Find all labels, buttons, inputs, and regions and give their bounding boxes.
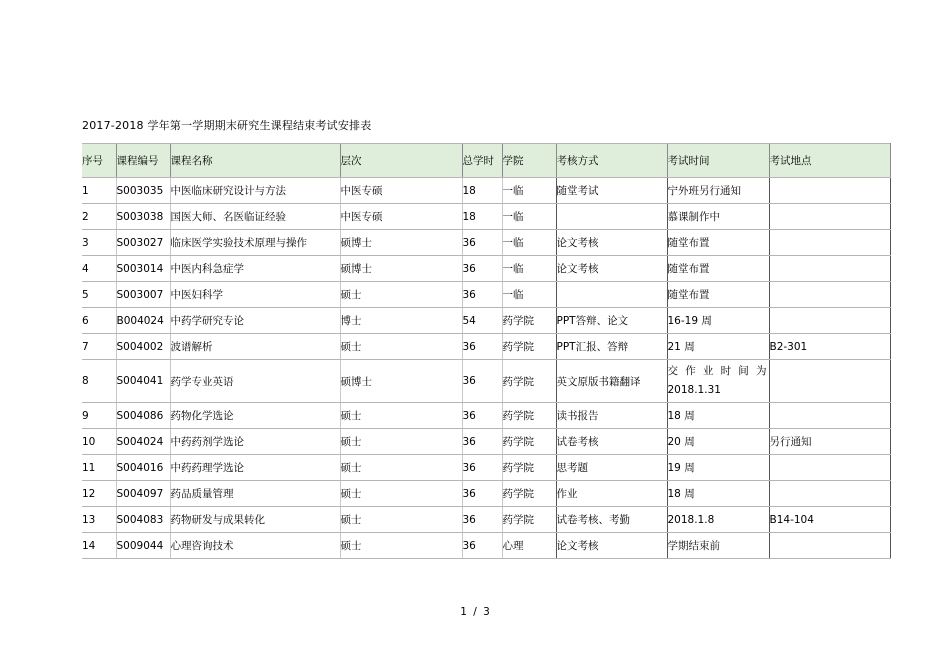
cell-level: 硕士 xyxy=(340,533,462,559)
cell-school: 药学院 xyxy=(502,429,556,455)
cell-hours: 36 xyxy=(462,455,502,481)
cell-code: S004041 xyxy=(116,360,170,403)
cell-time: 2018.1.8 xyxy=(667,507,769,533)
cell-location xyxy=(769,481,890,507)
cell-hours: 36 xyxy=(462,481,502,507)
cell-name: 国医大师、名医临证经验 xyxy=(170,204,340,230)
cell-name: 中医内科急症学 xyxy=(170,256,340,282)
page-indicator xyxy=(0,606,950,618)
col-header-level: 层次 xyxy=(340,144,462,178)
page-total: 3 xyxy=(483,606,490,618)
cell-method: 读书报告 xyxy=(556,403,667,429)
cell-method: 作业 xyxy=(556,481,667,507)
cell-location xyxy=(769,455,890,481)
cell-level: 硕士 xyxy=(340,481,462,507)
cell-name: 中医临床研究设计与方法 xyxy=(170,178,340,204)
cell-school: 一临 xyxy=(502,230,556,256)
cell-school: 药学院 xyxy=(502,455,556,481)
cell-location: 另行通知 xyxy=(769,429,890,455)
cell-method: 论文考核 xyxy=(556,256,667,282)
cell-no: 8 xyxy=(82,360,116,403)
table-row xyxy=(82,403,890,429)
cell-name: 药物研发与成果转化 xyxy=(170,507,340,533)
cell-time: 随堂布置 xyxy=(667,230,769,256)
cell-name: 中药学研究专论 xyxy=(170,308,340,334)
cell-location xyxy=(769,204,890,230)
cell-name: 波谱解析 xyxy=(170,334,340,360)
cell-location: B2-301 xyxy=(769,334,890,360)
cell-level: 硕士 xyxy=(340,282,462,308)
cell-hours: 54 xyxy=(462,308,502,334)
table-row xyxy=(82,230,890,256)
cell-school: 药学院 xyxy=(502,507,556,533)
cell-code: S004024 xyxy=(116,429,170,455)
cell-no: 7 xyxy=(82,334,116,360)
cell-code: S003038 xyxy=(116,204,170,230)
cell-school: 药学院 xyxy=(502,334,556,360)
cell-time: 18 周 xyxy=(667,403,769,429)
cell-name: 心理咨询技术 xyxy=(170,533,340,559)
cell-no: 9 xyxy=(82,403,116,429)
cell-school: 药学院 xyxy=(502,403,556,429)
cell-code: S003007 xyxy=(116,282,170,308)
cell-time: 19 周 xyxy=(667,455,769,481)
cell-code: S003014 xyxy=(116,256,170,282)
cell-code: S003027 xyxy=(116,230,170,256)
cell-hours: 36 xyxy=(462,256,502,282)
table-row xyxy=(82,481,890,507)
cell-no: 4 xyxy=(82,256,116,282)
col-header-name: 课程名称 xyxy=(170,144,340,178)
cell-location xyxy=(769,178,890,204)
cell-hours: 36 xyxy=(462,282,502,308)
cell-level: 硕博士 xyxy=(340,230,462,256)
cell-hours: 36 xyxy=(462,230,502,256)
cell-school: 一临 xyxy=(502,256,556,282)
cell-no: 5 xyxy=(82,282,116,308)
cell-level: 硕士 xyxy=(340,507,462,533)
cell-location xyxy=(769,360,890,403)
cell-code: B004024 xyxy=(116,308,170,334)
cell-location xyxy=(769,230,890,256)
cell-name: 药物化学选论 xyxy=(170,403,340,429)
page-number: 1 xyxy=(460,606,467,618)
cell-time xyxy=(667,360,769,403)
cell-level: 硕士 xyxy=(340,334,462,360)
cell-level: 硕士 xyxy=(340,455,462,481)
cell-level: 硕士 xyxy=(340,429,462,455)
table-row xyxy=(82,455,890,481)
cell-no: 2 xyxy=(82,204,116,230)
cell-location xyxy=(769,308,890,334)
col-header-code: 课程编号 xyxy=(116,144,170,178)
table-row xyxy=(82,308,890,334)
col-header-school: 学院 xyxy=(502,144,556,178)
cell-time: 16-19 周 xyxy=(667,308,769,334)
cell-no: 6 xyxy=(82,308,116,334)
cell-code: S004083 xyxy=(116,507,170,533)
cell-time: 随堂布置 xyxy=(667,256,769,282)
cell-hours: 36 xyxy=(462,429,502,455)
col-header-time: 考试时间 xyxy=(667,144,769,178)
table-row xyxy=(82,360,890,403)
cell-location xyxy=(769,256,890,282)
table-row xyxy=(82,429,890,455)
cell-level: 硕士 xyxy=(340,403,462,429)
cell-name: 药品质量管理 xyxy=(170,481,340,507)
cell-method: 论文考核 xyxy=(556,533,667,559)
document-title: 2017-2018 学年第一学期期末研究生课程结束考试安排表 xyxy=(82,119,372,132)
cell-school: 药学院 xyxy=(502,308,556,334)
col-header-location: 考试地点 xyxy=(769,144,890,178)
table-header-row xyxy=(82,144,890,178)
cell-method xyxy=(556,282,667,308)
cell-level: 硕博士 xyxy=(340,360,462,403)
table-row xyxy=(82,334,890,360)
exam-schedule-table xyxy=(82,143,891,559)
cell-no: 1 xyxy=(82,178,116,204)
cell-method: 随堂考试 xyxy=(556,178,667,204)
cell-method: 试卷考核、考勤 xyxy=(556,507,667,533)
cell-code: S004086 xyxy=(116,403,170,429)
cell-method: PPT答辩、论文 xyxy=(556,308,667,334)
cell-method: PPT汇报、答辩 xyxy=(556,334,667,360)
cell-level: 硕博士 xyxy=(340,256,462,282)
cell-code: S009044 xyxy=(116,533,170,559)
cell-no: 11 xyxy=(82,455,116,481)
table-row xyxy=(82,256,890,282)
table-row xyxy=(82,178,890,204)
cell-name: 中药药理学选论 xyxy=(170,455,340,481)
cell-time: 18 周 xyxy=(667,481,769,507)
cell-code: S004016 xyxy=(116,455,170,481)
page-separator: / xyxy=(473,606,477,618)
cell-code: S003035 xyxy=(116,178,170,204)
cell-location xyxy=(769,533,890,559)
cell-hours: 36 xyxy=(462,403,502,429)
col-header-no: 序号 xyxy=(82,144,116,178)
cell-method: 思考题 xyxy=(556,455,667,481)
cell-time: 学期结束前 xyxy=(667,533,769,559)
cell-code: S004097 xyxy=(116,481,170,507)
cell-hours: 18 xyxy=(462,178,502,204)
cell-method: 试卷考核 xyxy=(556,429,667,455)
cell-time-line1: 交 作 业 时 间 为 xyxy=(667,365,767,377)
cell-time: 随堂布置 xyxy=(667,282,769,308)
cell-school: 一临 xyxy=(502,204,556,230)
cell-no: 10 xyxy=(82,429,116,455)
cell-name: 中医妇科学 xyxy=(170,282,340,308)
cell-name: 中药药剂学选论 xyxy=(170,429,340,455)
cell-hours: 36 xyxy=(462,334,502,360)
cell-no: 3 xyxy=(82,230,116,256)
cell-level: 博士 xyxy=(340,308,462,334)
cell-method: 英文原版书籍翻译 xyxy=(556,360,667,403)
cell-method: 论文考核 xyxy=(556,230,667,256)
cell-location xyxy=(769,282,890,308)
cell-location: B14-104 xyxy=(769,507,890,533)
cell-hours: 36 xyxy=(462,360,502,403)
cell-school: 药学院 xyxy=(502,360,556,403)
cell-code: S004002 xyxy=(116,334,170,360)
cell-time: 21 周 xyxy=(667,334,769,360)
cell-level: 中医专硕 xyxy=(340,178,462,204)
cell-name: 药学专业英语 xyxy=(170,360,340,403)
cell-name: 临床医学实验技术原理与操作 xyxy=(170,230,340,256)
col-header-hours: 总学时 xyxy=(462,144,502,178)
cell-location xyxy=(769,403,890,429)
cell-hours: 36 xyxy=(462,507,502,533)
cell-time-line2: 2018.1.31 xyxy=(667,384,721,396)
cell-time: 慕课制作中 xyxy=(667,204,769,230)
cell-no: 12 xyxy=(82,481,116,507)
cell-school: 药学院 xyxy=(502,481,556,507)
cell-time: 宁外班另行通知 xyxy=(667,178,769,204)
cell-school: 一临 xyxy=(502,282,556,308)
cell-level: 中医专硕 xyxy=(340,204,462,230)
cell-hours: 18 xyxy=(462,204,502,230)
cell-time: 20 周 xyxy=(667,429,769,455)
table-row xyxy=(82,533,890,559)
table-row xyxy=(82,204,890,230)
cell-method xyxy=(556,204,667,230)
cell-hours: 36 xyxy=(462,533,502,559)
table-row xyxy=(82,507,890,533)
col-header-method: 考核方式 xyxy=(556,144,667,178)
cell-school: 心理 xyxy=(502,533,556,559)
cell-no: 13 xyxy=(82,507,116,533)
cell-no: 14 xyxy=(82,533,116,559)
cell-school: 一临 xyxy=(502,178,556,204)
table-row xyxy=(82,282,890,308)
